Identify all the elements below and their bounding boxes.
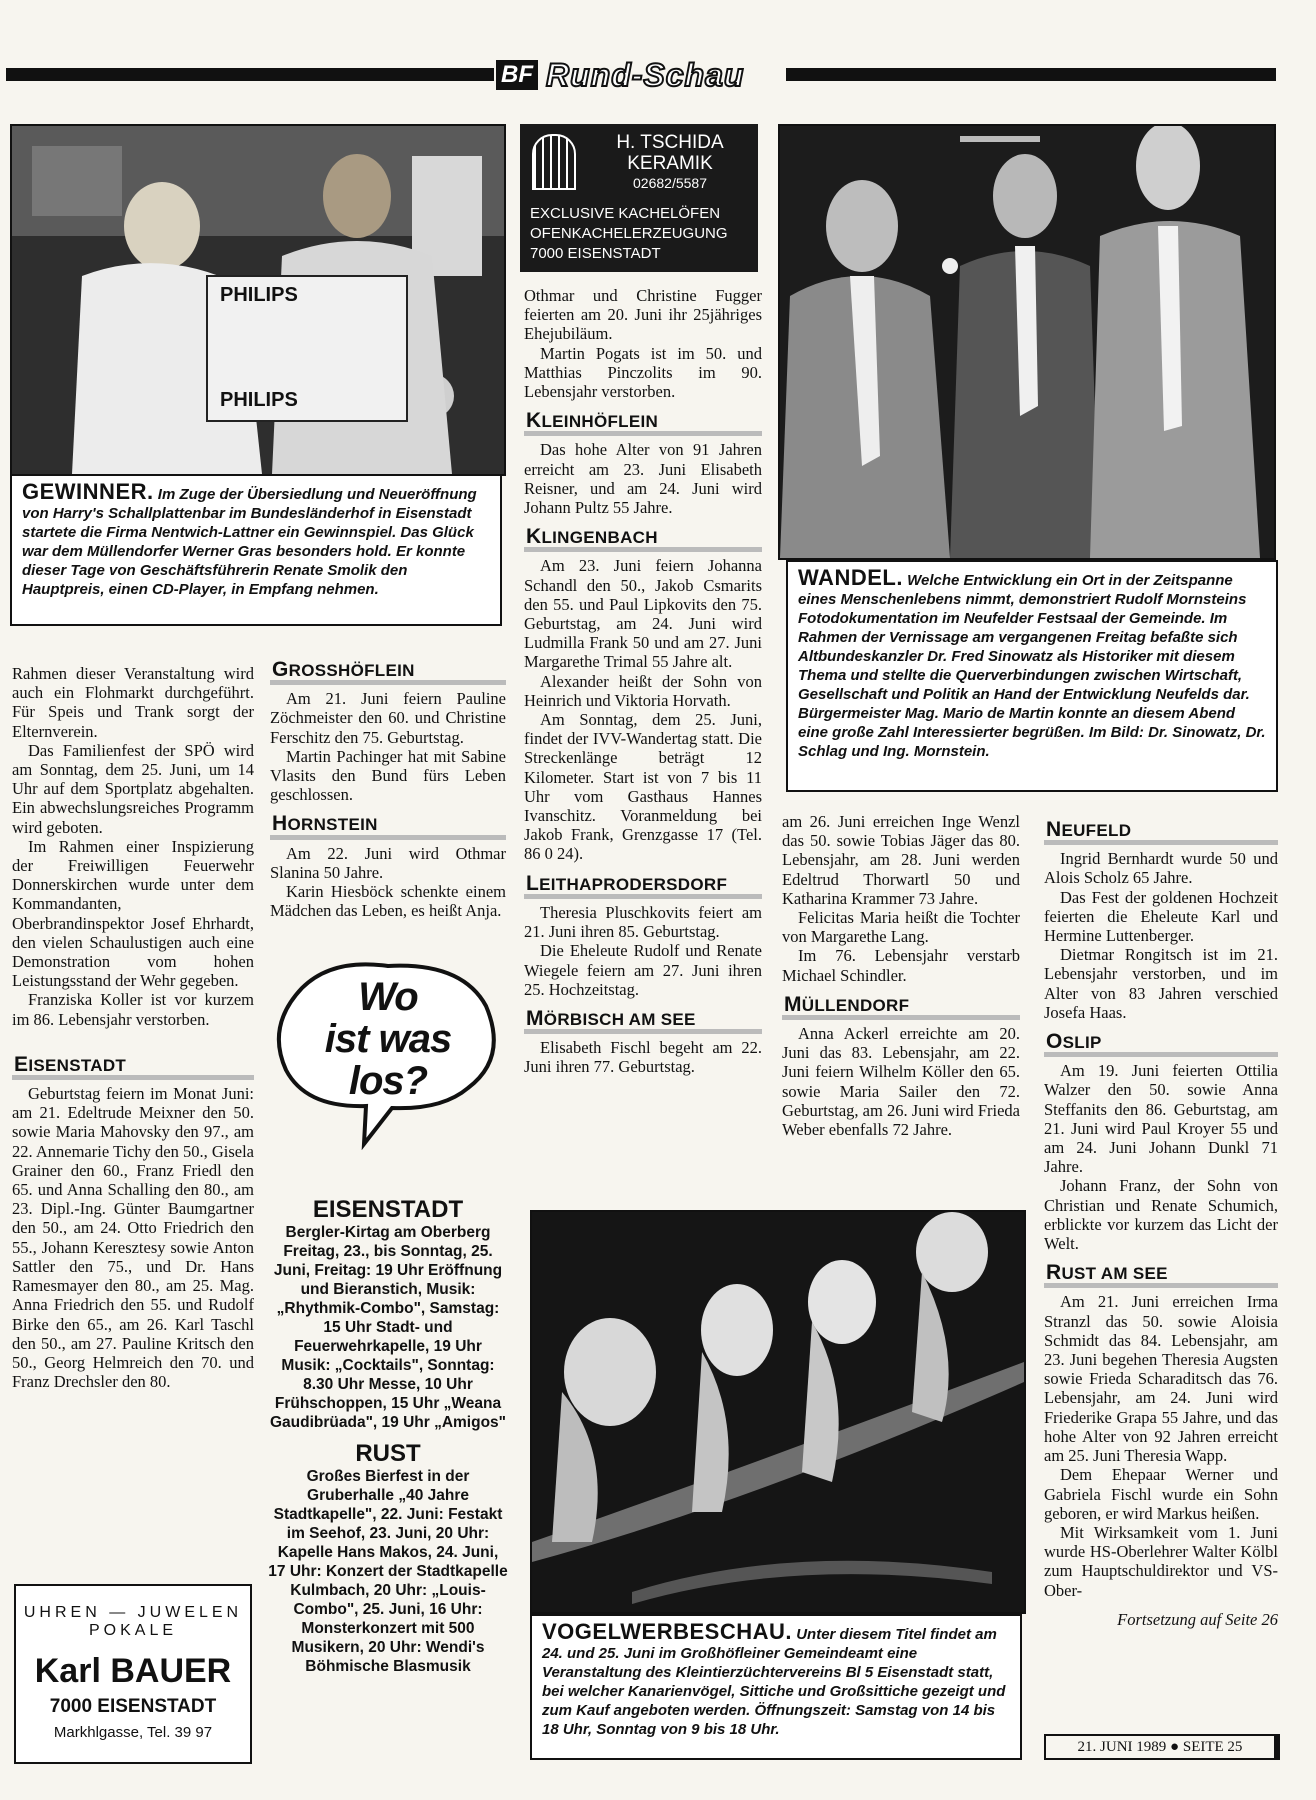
ad-bauer-name: Karl BAUER [34,1652,232,1690]
caption-wandel [786,560,1278,792]
column-left [12,664,254,1391]
section-heading-leithaprodersdorf: LEITHAPRODERSDORF [524,874,762,899]
ad-tschida-name: H. TSCHIDA [616,132,724,153]
paragraph: Martin Pogats ist im 50. und Matthias Pinczolits im 90. Lebensjahr verstorben. [524,343,762,402]
column-right [1044,810,1278,1629]
photo-wandel [778,124,1276,560]
section-heading-moerbisch: MÖRBISCH AM SEE [524,1009,762,1034]
ad-tschida-line5: 7000 EISENSTADT [530,245,661,262]
kiln-icon [532,134,576,190]
section-heading-rust: RUST AM SEE [1044,1263,1278,1288]
paragraph: Die Eheleute Rudolf und Renate Wiegele feiern am 27. Juni ihren 25. Hochzeitstag. [524,941,762,999]
bubble-line2: ist was [324,1017,452,1061]
paragraph: Im Rahmen einer Inspizierung der Freiwilligen Feuerwehr Donnerskirchen wurde unter dem Kommandanten, Oberbrandinspektor Josef Ehrhardt, den vielen Schaulustigen auch eine Demonstration vom hohen Leistungsstand der Wehr gegeben. [12,836,254,991]
bubble-line1: Wo [358,975,418,1019]
masthead-logo [494,56,786,96]
ad-bauer-line2: POKALE [88,1622,178,1639]
ad-tschida [520,124,758,272]
paragraph: Mit Wirksamkeit vom 1. Juni wurde HS-Oberlehrer Walter Kölbl zum Hauptschuldirektor und VS-Ober- [1044,1522,1278,1600]
paragraph: Das Familienfest der SPÖ wird am Sonntag, dem 25. Juni, um 14 Uhr auf dem Sportplatz abgehalten. Ein abwechslungsreiches Programm wird geboten. [12,740,254,837]
masthead-rule-right [786,68,1276,81]
paragraph: Othmar und Christine Fugger feierten am 20. Juni ihr 25jähriges Ehejubiläum. [524,286,762,344]
section-heading-eisenstadt: EISENSTADT [12,1055,254,1080]
paragraph: Martin Pachinger hat mit Sabine Vlasits den Bund fürs Leben geschlossen. [270,746,506,805]
paragraph: Am 23. Juni feiern Johanna Schandl den 50., Jakob Csmarits den 55. und Paul Lipkovits den 75. Geburtstag, am 24. Juni wird Ludmilla Frank 50 und am 27. Juni Margarethe Trimal 55 Jahre alt. [524,556,762,672]
photo-gewinner-illustration [12,126,504,474]
paragraph: Johann Franz, der Sohn von Christian und Renate Schumich, erblickte vor kurzem das Licht der Welt. [1044,1176,1278,1254]
paragraph: Ingrid Bernhardt wurde 50 und Alois Scholz 65 Jahre. [1044,849,1278,888]
events-city-rust: RUST [355,1440,421,1467]
caption-gewinner-head: GEWINNER. [22,479,154,504]
paragraph: Alexander heißt der Sohn von Heinrich und Viktoria Horvath. [524,671,762,710]
ad-tschida-phone: 02682/5587 [633,175,707,191]
photo-wandel-illustration [780,126,1274,558]
section-heading-muellendorf: MÜLLENDORF [782,995,1020,1020]
paragraph: am 26. Juni erreichen Inge Wenzl das 50. sowie Tobias Jäger das 80. Lebensjahr, am 28. Juni werden Edeltrud Thorwartl 50 und Katharina Krammer 73 Jahre. [782,812,1020,908]
column-middle-bottom [782,812,1020,1139]
ad-tschida-trade: KERAMIK [627,153,713,174]
caption-gewinner-text: Im Zuge der Übersiedlung und Neueröffnung von Harry's Schallplattenbar im Bundesländerhof in Eisenstadt startete die Firma Nentwich-Lattner ein Gewinnspiel. Das Glück war dem Müllendorfer Werner Gras besonders hold. Er konnte dieser Tage von Geschäftsführerin Renate Smolik den Hauptpreis, einen CD-Player, in Empfang nehmen. [22,486,477,598]
ad-tschida-line3: EXCLUSIVE KACHELÖFEN [530,205,721,222]
caption-gewinner [10,474,502,626]
box-label-1: PHILIPS [220,284,298,306]
paragraph: Theresia Pluschkovits feiert am 21. Juni ihren 85. Geburtstag. [524,902,762,942]
photo-vogel-illustration [532,1212,1024,1612]
logo-title: Rund-Schau [546,57,745,93]
caption-vogel-text: Unter diesem Titel findet am 24. und 25. Juni im Großhöfleiner Gemeindeamt eine Veranstaltung des Kleintierzüchtervereins Bl 5 Eisenstadt statt, bei welcher Kanarienvögel, Sittiche und Großsittiche gezeigt und zum Kauf angeboten werden. Öffnungszeit: Samstag von 14 bis 18 Uhr, Sonntag von 9 bis 18 Uhr. [542,1626,1006,1738]
ad-bauer-address: Markhlgasse, Tel. 39 97 [53,1724,213,1741]
events-city-eisenstadt: EISENSTADT [312,1196,464,1223]
paragraph: Am Sonntag, dem 25. Juni, findet der IVV-Wandertag statt. Die Streckenlänge beträgt 12 Kilometer. Start ist von 7 bis 11 Uhr vom Gasthaus Hannes Ivanschitz. Voranmeldung bei Jakob Frank, Grenzgasse 17 (Tel. 86 0 24). [524,710,762,864]
events-text-eisenstadt: Bergler-Kirtag am Oberberg Freitag, 23., bis Sonntag, 25. Juni, Freitag: 19 Uhr Eröffnung und Bieranstich, Musik: „Rhythmik-Combo", Samstag: 15 Uhr Stadt- und Feuerwehrkapelle, 19 Uhr Musik: „Cocktails", Sonntag: 8.30 Uhr Messe, 10 Uhr Frühschoppen, 15 Uhr „Weana Gaudibrüada", 19 Uhr „Amigos" [269,1224,507,1431]
paragraph: Geburtstag feiern im Monat Juni: am 21. Edeltrude Meixner den 50. sowie Maria Mahovsky den 97., am 22. Annemarie Tichy den 50., Gisela Grainer den 60., Franz Friedl den 65. und Anna Schalling den 80., am 23. Dipl.-Ing. Günter Baumgartner den 50., am 24. Otto Friedrich den 55., Johann Keresztesy sowie Anton Sattler den 75., und Dr. Hans Ramesmayer den 80., am 25. Mag. Anna Friedrich den 55. und Rudolf Birke den 65., am 26. Karl Taschl den 50., am 27. Pauline Kritsch den 50., Georg Helmreich den 70. und Franz Drechsler den 80. [12,1084,254,1392]
events-list [268,1196,508,1676]
paragraph: Karin Hiesböck schenkte einem Mädchen das Leben, es heißt Anja. [270,882,506,921]
logo-bf: BF [496,60,538,90]
paragraph: Im 76. Lebensjahr verstarb Michael Schindler. [782,946,1020,985]
caption-vogel [530,1614,1022,1760]
photo-gewinner [10,124,506,476]
section-heading-grosshoeflein: GROSSHÖFLEIN [270,660,506,685]
paragraph: Dem Ehepaar Werner und Gabriela Fischl wurde ein Sohn geboren, er wird Markus heißen. [1044,1465,1278,1523]
masthead-rule-left [6,68,494,81]
column-second [270,650,506,920]
footer-date-page: 21. JUNI 1989 ● SEITE 25 [1044,1734,1280,1760]
paragraph: Felicitas Maria heißt die Tochter von Margarethe Lang. [782,908,1020,947]
section-heading-klingenbach: KLINGENBACH [524,527,762,552]
ad-bauer-city: 7000 EISENSTADT [49,1696,217,1717]
ad-bauer [14,1584,252,1764]
caption-wandel-head: WANDEL. [798,565,903,590]
continued-note: Fortsetzung auf Seite 26 [1117,1609,1278,1629]
paragraph: Am 21. Juni erreichen Irma Stranzl das 50. sowie Aloisia Schmidt das 84. Lebensjahr, am 23. Juni begehen Theresia Augsten sowie Frieda Scharaditsch das 76. Lebensjahr, am 24. Juni wird Friederike Grapa 55 Jahre, und das hohe Alter von 92 Jahren erreicht am 25. Juni Theresia Wapp. [1044,1292,1278,1466]
section-heading-hornstein: HORNSTEIN [270,814,506,839]
ad-tschida-line4: OFENKACHELERZEUGUNG [530,225,728,242]
section-heading-neufeld: NEUFELD [1044,820,1278,845]
paragraph: Anna Ackerl erreichte am 20. Juni das 83. Lebensjahr, am 22. Juni feiern Wilhelm Köller den 65. sowie Maria Sailer den 72. Geburtstag, am 26. Juni wird Frieda Weber ebenfalls 72 Jahre. [782,1024,1020,1140]
photo-vogel [530,1210,1026,1614]
caption-wandel-text: Welche Entwicklung ein Ort in der Zeitspanne eines Menschenlebens nimmt, demonstriert Rudolf Mornsteins Fotodokumentation im Neufelder Festsaal der Gemeinde. Im Rahmen der Vernissage am vergangenen Freitag befaßte sich Altbundeskanzler Dr. Fred Sinowatz als Historiker mit diesem Thema und stellte die Querverbindungen zwischen Wirtschaft, Gesellschaft und Politik an Hand der Entwicklung Neufelds dar. Bürgermeister Mag. Mario de Martin konnte an diesem Abend eine große Zahl Interessierter begrüßen. Im Bild: Dr. Sinowatz, Dr. Schlag und Ing. Mornstein. [798,572,1266,760]
paragraph: Am 19. Juni feierten Ottilia Walzer den 50. sowie Anna Steffanits den 86. Geburtstag, am 21. Juni wird Paul Kroyer 55 und am 24. Juni Johann Dunkl 71 Jahre. [1044,1061,1278,1177]
caption-vogel-head: VOGELWERBESCHAU. [542,1619,793,1644]
section-heading-oslip: OSLIP [1044,1032,1278,1057]
paragraph: Das Fest der goldenen Hochzeit feierten die Eheleute Karl und Hermine Luttenberger. [1044,887,1278,946]
box-label-2: PHILIPS [220,389,298,411]
ad-bauer-line1: UHREN — JUWELEN [23,1604,243,1621]
section-heading-kleinhoeflein: KLEINHÖFLEIN [524,411,762,436]
paragraph: Dietmar Rongitsch ist im 21. Lebensjahr verstorben, und im Alter von 83 Jahren verschied Josefa Haas. [1044,945,1278,1022]
bubble-line3: los? [348,1059,428,1103]
paragraph: Das hohe Alter von 91 Jahren erreicht am 23. Juni Elisabeth Reisner, und am 24. Juni wird Johann Pultz 55 Jahre. [524,440,762,518]
speech-bubble [272,958,504,1150]
paragraph: Am 21. Juni feiern Pauline Zöchmeister den 60. und Christine Ferschitz den 75. Geburtstag. [270,689,506,747]
paragraph: Elisabeth Fischl begeht am 22. Juni ihren 77. Geburtstag. [524,1038,762,1077]
paragraph: Franziska Koller ist vor kurzem im 86. Lebensjahr verstorben. [12,990,254,1029]
column-middle-top [524,286,762,1077]
paragraph: Am 22. Juni wird Othmar Slanina 50 Jahre. [270,843,506,882]
events-text-rust: Großes Bierfest in der Gruberhalle „40 Jahre Stadtkapelle", 22. Juni: Festakt im Seehof, 23. Juni, 20 Uhr: Kapelle Hans Makos, 24. Juni, 17 Uhr: Konzert der Stadtkapelle Kulmbach, 20 Uhr: „Louis-Combo", 25. Juni, 16 Uhr: Monsterkonzert mit 500 Musikern, 20 Uhr: Wendi's Böhmische Blasmusik [268,1468,508,1675]
paragraph: Rahmen dieser Veranstaltung wird auch ein Flohmarkt durchgeführt. Für Speis und Trank sorgt der Elternverein. [12,664,254,741]
